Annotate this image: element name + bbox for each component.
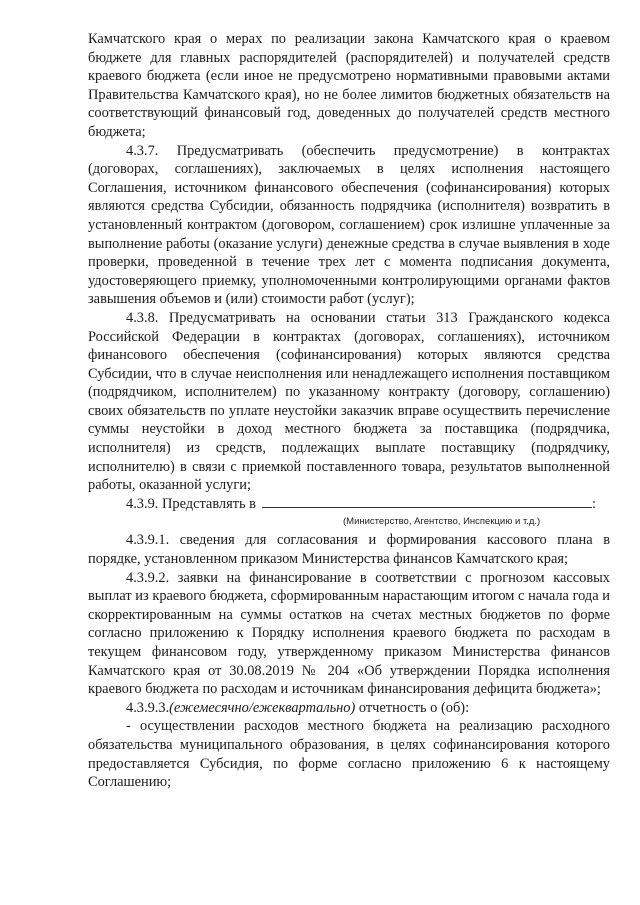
paragraph-4-3-9 — [88, 495, 610, 514]
paragraph-4-3-8: 4.3.8. Предусматривать на основании статьи 313 Гражданского кодекса Российской Федерации в контрактах (договорах, соглашениях), источником финансового обеспечения (софинансирования) которых являются средства Субсидии, что в случае неисполнения или ненадлежащего исполнения поставщиком (подрядчиком, исполнителем) по указанному контракту (договору, соглашению) своих обязательств по уплате неустойки заказчик вправе осуществить перечисление суммы неустойки в доход местного бюджета за поставщика (подрядчика, исполнителя) из средств, подлежащих выплате поставщику (подрядчику, исполнителю) в связи с приемкой поставленного товара, результатов выполненной работы, оказанной услуги; — [88, 309, 610, 494]
paragraph-4-3-9-1: 4.3.9.1. сведения для согласования и формирования кассового плана в порядке, установленном приказом Министерства финансов Камчатского края; — [88, 532, 610, 568]
paragraph-4-3-9-2: 4.3.9.2. заявки на финансирование в соответствии с прогнозом кассовых выплат из краевого бюджета, сформированным нарастающим итогом с начала года и скорректированным на суммы остатков на счетах местных бюджетов по форме согласно приложению к Порядку исполнения краевого бюджета по расходам в текущем финансовом году, утвержденному приказом Министерства финансов Камчатского края от 30.08.2019 № 204 «Об утверждении Порядка исполнения краевого бюджета по расходам и источникам финансирования дефицита бюджета»; — [88, 569, 610, 698]
paragraph-4-3-9-3 — [88, 699, 610, 718]
paragraph-bullet: - осуществлении расходов местного бюджета на реализацию расходного обязательства муниципального образования, в целях софинансирования которого предоставляется Субсидия, по форме согласно приложению 6 к настоящему Соглашению; — [88, 718, 610, 791]
paragraph-4-3-9-lead: 4.3.9. Представлять в — [126, 495, 256, 512]
fill-line-hint: (Министерство, Агентство, Инспекцию и т.д.) — [343, 516, 541, 528]
paragraph-4-3-9-3-rest: отчетность о (об): — [355, 699, 470, 716]
document-page — [88, 30, 610, 792]
paragraph-4-3-9-3-number: 4.3.9.3. — [126, 699, 170, 716]
paragraph-4-3-9-3-italic: (ежемесячно/ежеквартально) — [169, 699, 356, 716]
blank-fill-line — [262, 495, 592, 508]
paragraph-4-3-9-end: : — [591, 495, 596, 512]
paragraph-intro: Камчатского края о мерах по реализации закона Камчатского края о краевом бюджете для главных распорядителей (распорядителей) и получателей средств краевого бюджета (если иное не предусмотрено нормативными правовыми актами Правительства Камчатского края), но не более лимитов бюджетных обязательств на соответствующий финансовый год, доведенных до получателей средств местного бюджета; — [88, 31, 610, 140]
paragraph-4-3-7: 4.3.7. Предусматривать (обеспечить предусмотрение) в контрактах (договорах, соглашениях), заключаемых в целях исполнения настоящего Соглашения, источником финансового обеспечения (софинансирования) которых являются средства Субсидии, обязанность подрядчика (исполнителя) возвратить в установленный контрактом (договором, соглашением) срок излишне уплаченные за выполнение работы (оказание услуги) денежные средства в случае выявления в ходе проверки, проведенной в течение трех лет с момента подписания документа, удостоверяющего приемку, уполномоченными контролирующими органами фактов завышения объемов и (или) стоимости работ (услуг); — [88, 142, 610, 308]
